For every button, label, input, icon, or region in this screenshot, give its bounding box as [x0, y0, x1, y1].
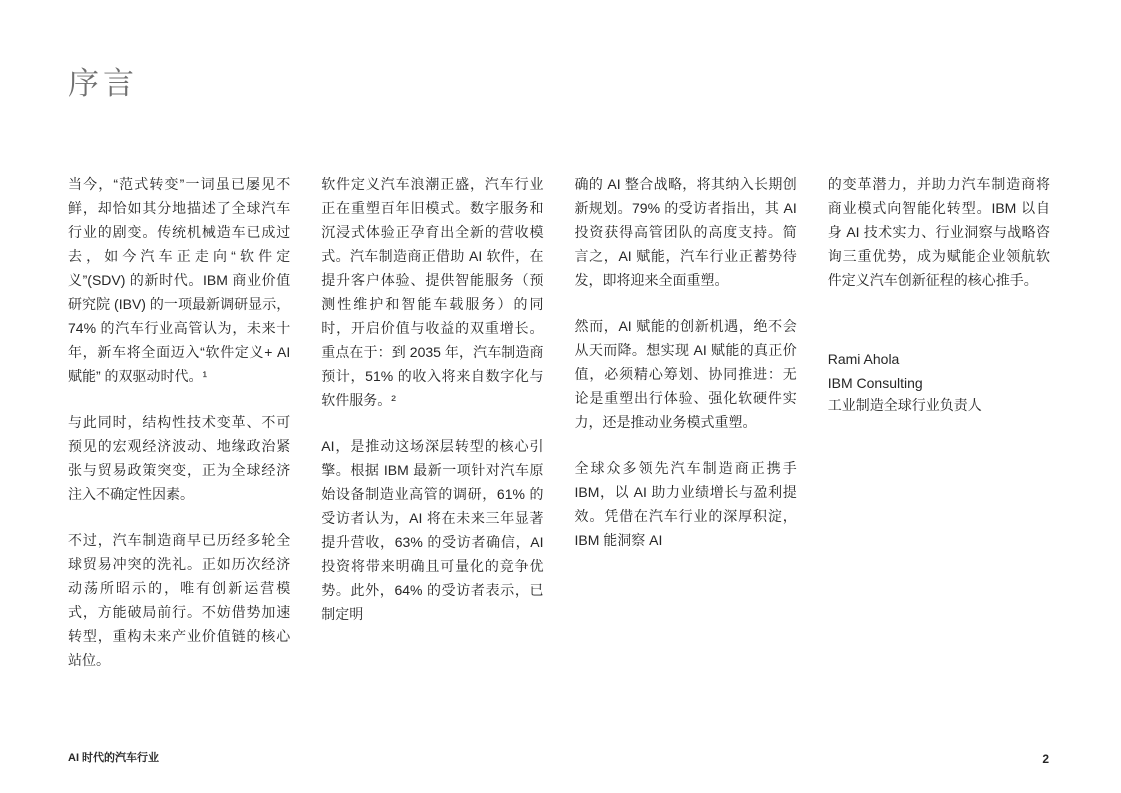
paragraph: AI，是推动这场深层转型的核心引擎。根据 IBM 最新一项针对汽车原始设备制造业高管的调研，61% 的受访者认为，AI 将在未来三年显著提升营收，63% 的受访者确信，AI 投资将带来明确且可量化的竞争优势。此外，64% 的受访者表示，已制定明	[321, 438, 544, 622]
signature-name: Rami Ahola	[827, 351, 900, 367]
signature-block	[828, 348, 1050, 416]
page-title: 序言	[68, 66, 138, 101]
footer-report-title: AI 时代的汽车行业	[68, 752, 160, 764]
paragraph: 确的 AI 整合战略，将其纳入长期创新规划。79% 的受访者指出，其 AI 投资获得高管团队的高度支持。简言之，AI 赋能，汽车行业正蓄势待发，即将迎来全面重塑。	[574, 176, 797, 288]
paragraph: 不过，汽车制造商早已历经多轮全球贸易冲突的洗礼。正如历次经济动荡所昭示的，唯有创新运营模式，方能破局前行。不妨借势加速转型，重构未来产业价值链的核心站位。	[68, 532, 291, 668]
paragraph: 当今，“范式转变”一词虽已屡见不鲜，却恰如其分地描述了全球汽车行业的剧变。传统机械造车已成过去，如今汽车正走向“软件定义”(SDV) 的新时代。IBM 商业价值研究院 (IBV) 的一项最新调研显示，74% 的汽车行业高管认为，未来十年，新车将全面迈入“软件定义+ AI 赋能” 的双驱动时代。¹	[68, 176, 291, 384]
body-columns	[68, 172, 1050, 694]
body-column-4	[828, 172, 1050, 694]
paragraph: 全球众多领先汽车制造商正携手 IBM，以 AI 助力业绩增长与盈利提效。凭借在汽车行业的深厚积淀，IBM 能洞察 AI	[574, 460, 797, 548]
body-column-3	[575, 172, 797, 694]
paragraph: 软件定义汽车浪潮正盛，汽车行业正在重塑百年旧模式。数字服务和沉浸式体验正孕育出全新的营收模式。汽车制造商正借助 AI 软件，在提升客户体验、提供智能服务（预测性维护和智能车载服务）的同时，开启价值与收益的双重增长。重点在于：到 2035 年，汽车制造商预计，51% 的收入将来自数字化与软件服务。²	[321, 176, 544, 408]
body-column-1	[68, 172, 290, 694]
paragraph: 的变革潜力，并助力汽车制造商将商业模式向智能化转型。IBM 以自身 AI 技术实力、行业洞察与战略咨询三重优势，成为赋能企业领航软件定义汽车创新征程的核心推手。	[827, 176, 1050, 288]
paragraph: 与此同时，结构性技术变革、不可预见的宏观经济波动、地缘政治紧张与贸易政策突变，正为全球经济注入不确定性因素。	[68, 414, 291, 502]
signature-org: IBM Consulting	[827, 375, 923, 391]
body-column-2	[321, 172, 543, 694]
signature-role: 工业制造全球行业负责人	[827, 397, 982, 413]
footer-page-number: 2	[1042, 752, 1049, 766]
paragraph: 然而，AI 赋能的创新机遇，绝不会从天而降。想实现 AI 赋能的真正价值，必须精心筹划、协同推进：无论是重塑出行体验、强化软硬件实力，还是推动业务模式重塑。	[574, 318, 797, 430]
